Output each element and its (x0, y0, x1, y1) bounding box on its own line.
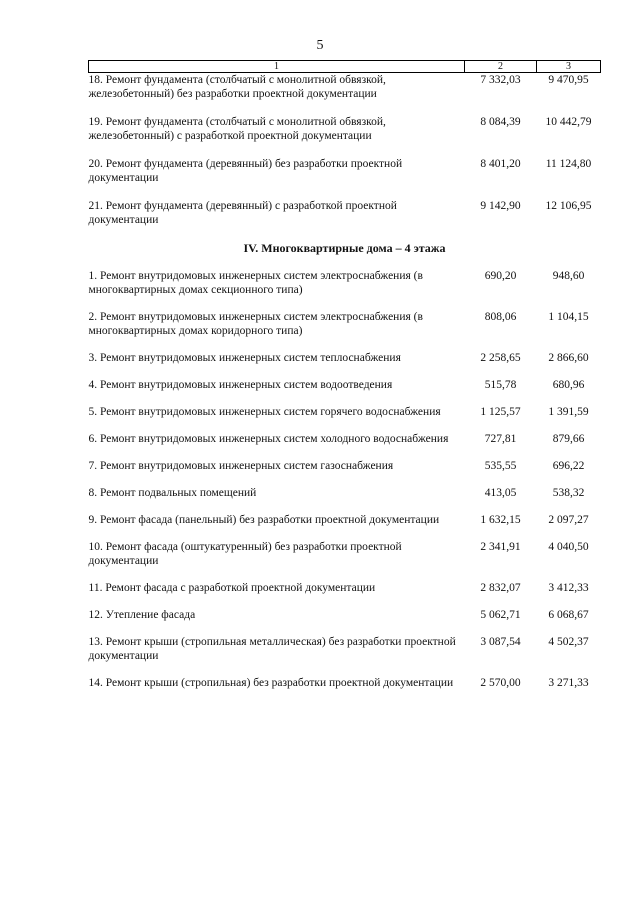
table-row (89, 157, 601, 185)
row-name: 8. Ремонт подвальных помещений (88, 487, 257, 499)
row-spacer-cell (89, 392, 601, 405)
row-spacer (89, 185, 601, 199)
row-name: 9. Ремонт фасада (панельный) без разработки проектной документации (88, 514, 440, 526)
row-spacer-cell (89, 297, 601, 310)
row-name: 10. Ремонт фасада (оштукатуренный) без разработки проектной документации (88, 541, 402, 567)
row-spacer-cell (89, 568, 601, 581)
table-row (89, 432, 601, 446)
table-row (89, 73, 601, 102)
row-name: 5. Ремонт внутридомовых инженерных систем горячего водоснабжения (88, 406, 441, 418)
row-value-col2: 2 341,91 (480, 541, 521, 553)
row-value-col3: 2 866,60 (548, 352, 589, 364)
row-spacer (89, 297, 601, 310)
row-name: 12. Утепление фасада (88, 609, 196, 621)
row-spacer-cell (89, 365, 601, 378)
table-row (89, 513, 601, 527)
row-value-col2: 1 632,15 (480, 514, 521, 526)
row-name: 11. Ремонт фасада с разработкой проектной документации (88, 582, 376, 594)
row-value-col2: 7 332,03 (480, 74, 521, 86)
column-header-1: 1 (89, 61, 465, 73)
row-value-col2: 8 401,20 (480, 158, 521, 170)
row-name: 13. Ремонт крыши (стропильная металлическая) без разработки проектной документации (88, 636, 456, 662)
row-spacer-cell (89, 255, 601, 269)
row-spacer-cell (89, 527, 601, 540)
row-spacer-cell (89, 446, 601, 459)
row-spacer-cell (89, 500, 601, 513)
row-value-col3: 2 097,27 (548, 514, 589, 526)
page-number: 5 (316, 38, 324, 53)
row-spacer (89, 227, 601, 241)
table-row (89, 608, 601, 622)
row-value-col2: 9 142,90 (480, 200, 521, 212)
row-name: 19. Ремонт фундамента (столбчатый с монолитной обвязкой, железобетонный) с разработкой проектной документации (88, 116, 386, 142)
row-spacer-cell (89, 185, 601, 199)
column-header-3: 3 (537, 61, 601, 73)
row-name: 4. Ремонт внутридомовых инженерных систем водоотведения (88, 379, 393, 391)
cost-table (88, 60, 601, 690)
row-value-col3: 4 040,50 (548, 541, 589, 553)
row-value-col2: 3 087,54 (480, 636, 521, 648)
row-name: 3. Ремонт внутридомовых инженерных систем теплоснабжения (88, 352, 401, 364)
row-value-col2: 2 832,07 (480, 582, 521, 594)
row-name: 18. Ремонт фундамента (столбчатый с монолитной обвязкой, железобетонный) без разработки проектной документации (88, 74, 386, 100)
row-spacer (89, 392, 601, 405)
row-value-col3: 6 068,67 (548, 609, 589, 621)
column-header-2: 2 (465, 61, 537, 73)
row-value-col2: 1 125,57 (480, 406, 521, 418)
row-value-col2: 413,05 (484, 487, 517, 499)
row-spacer-cell (89, 473, 601, 486)
row-spacer (89, 663, 601, 676)
row-spacer (89, 568, 601, 581)
row-value-col3: 11 124,80 (545, 158, 592, 170)
row-value-col2: 5 062,71 (480, 609, 521, 621)
row-value-col3: 538,32 (552, 487, 585, 499)
table-row (89, 310, 601, 338)
table-row (89, 351, 601, 365)
row-name: 2. Ремонт внутридомовых инженерных систем электроснабжения (в многоквартирных домах коридорного типа) (88, 311, 423, 337)
row-value-col3: 9 470,95 (548, 74, 589, 86)
row-spacer (89, 446, 601, 459)
row-spacer (89, 473, 601, 486)
row-value-col3: 12 106,95 (545, 200, 592, 212)
row-spacer (89, 338, 601, 351)
row-value-col2: 8 084,39 (480, 116, 521, 128)
row-spacer-cell (89, 419, 601, 432)
table-body (89, 73, 601, 691)
row-value-col2: 2 570,00 (480, 677, 521, 689)
row-value-col2: 2 258,65 (480, 352, 521, 364)
row-name: 21. Ремонт фундамента (деревянный) с разработкой проектной документации (88, 200, 397, 226)
row-value-col3: 1 104,15 (548, 311, 589, 323)
table-row (89, 676, 601, 690)
table-row (89, 115, 601, 143)
section-title: IV. Многоквартирные дома – 4 этажа (243, 241, 446, 255)
row-value-col2: 690,20 (484, 270, 517, 282)
row-value-col3: 1 391,59 (548, 406, 589, 418)
table-row (89, 378, 601, 392)
row-spacer (89, 622, 601, 635)
table-row (89, 486, 601, 500)
table-row (89, 199, 601, 227)
table-row (89, 459, 601, 473)
row-value-col3: 3 412,33 (548, 582, 589, 594)
section-row (89, 241, 601, 255)
row-spacer-cell (89, 338, 601, 351)
row-name: 7. Ремонт внутридомовых инженерных систем газоснабжения (88, 460, 394, 472)
row-spacer-cell (89, 663, 601, 676)
row-value-col3: 10 442,79 (545, 116, 592, 128)
row-spacer (89, 527, 601, 540)
row-value-col3: 879,66 (552, 433, 585, 445)
row-spacer (89, 365, 601, 378)
table-row (89, 405, 601, 419)
table-row (89, 269, 601, 297)
table-header-row (89, 61, 601, 73)
row-spacer-cell (89, 595, 601, 608)
table-row (89, 635, 601, 663)
row-spacer (89, 255, 601, 269)
row-value-col2: 535,55 (484, 460, 517, 472)
row-value-col2: 808,06 (484, 311, 517, 323)
row-name: 1. Ремонт внутридомовых инженерных систем электроснабжения (в многоквартирных домах секционного типа) (88, 270, 423, 296)
row-value-col2: 727,81 (484, 433, 517, 445)
table-row (89, 581, 601, 595)
row-spacer (89, 419, 601, 432)
row-spacer-cell (89, 622, 601, 635)
row-name: 14. Ремонт крыши (стропильная) без разработки проектной документации (88, 677, 454, 689)
row-value-col3: 948,60 (552, 270, 585, 282)
row-value-col3: 696,22 (552, 460, 585, 472)
row-spacer (89, 143, 601, 157)
row-spacer (89, 595, 601, 608)
row-value-col3: 680,96 (552, 379, 585, 391)
row-spacer-cell (89, 227, 601, 241)
row-spacer (89, 500, 601, 513)
row-name: 20. Ремонт фундамента (деревянный) без разработки проектной документации (88, 158, 403, 184)
row-value-col3: 3 271,33 (548, 677, 589, 689)
row-value-col2: 515,78 (484, 379, 517, 391)
table-row (89, 540, 601, 568)
row-spacer-cell (89, 101, 601, 115)
row-spacer-cell (89, 143, 601, 157)
row-value-col3: 4 502,37 (548, 636, 589, 648)
row-spacer (89, 101, 601, 115)
row-name: 6. Ремонт внутридомовых инженерных систем холодного водоснабжения (88, 433, 449, 445)
